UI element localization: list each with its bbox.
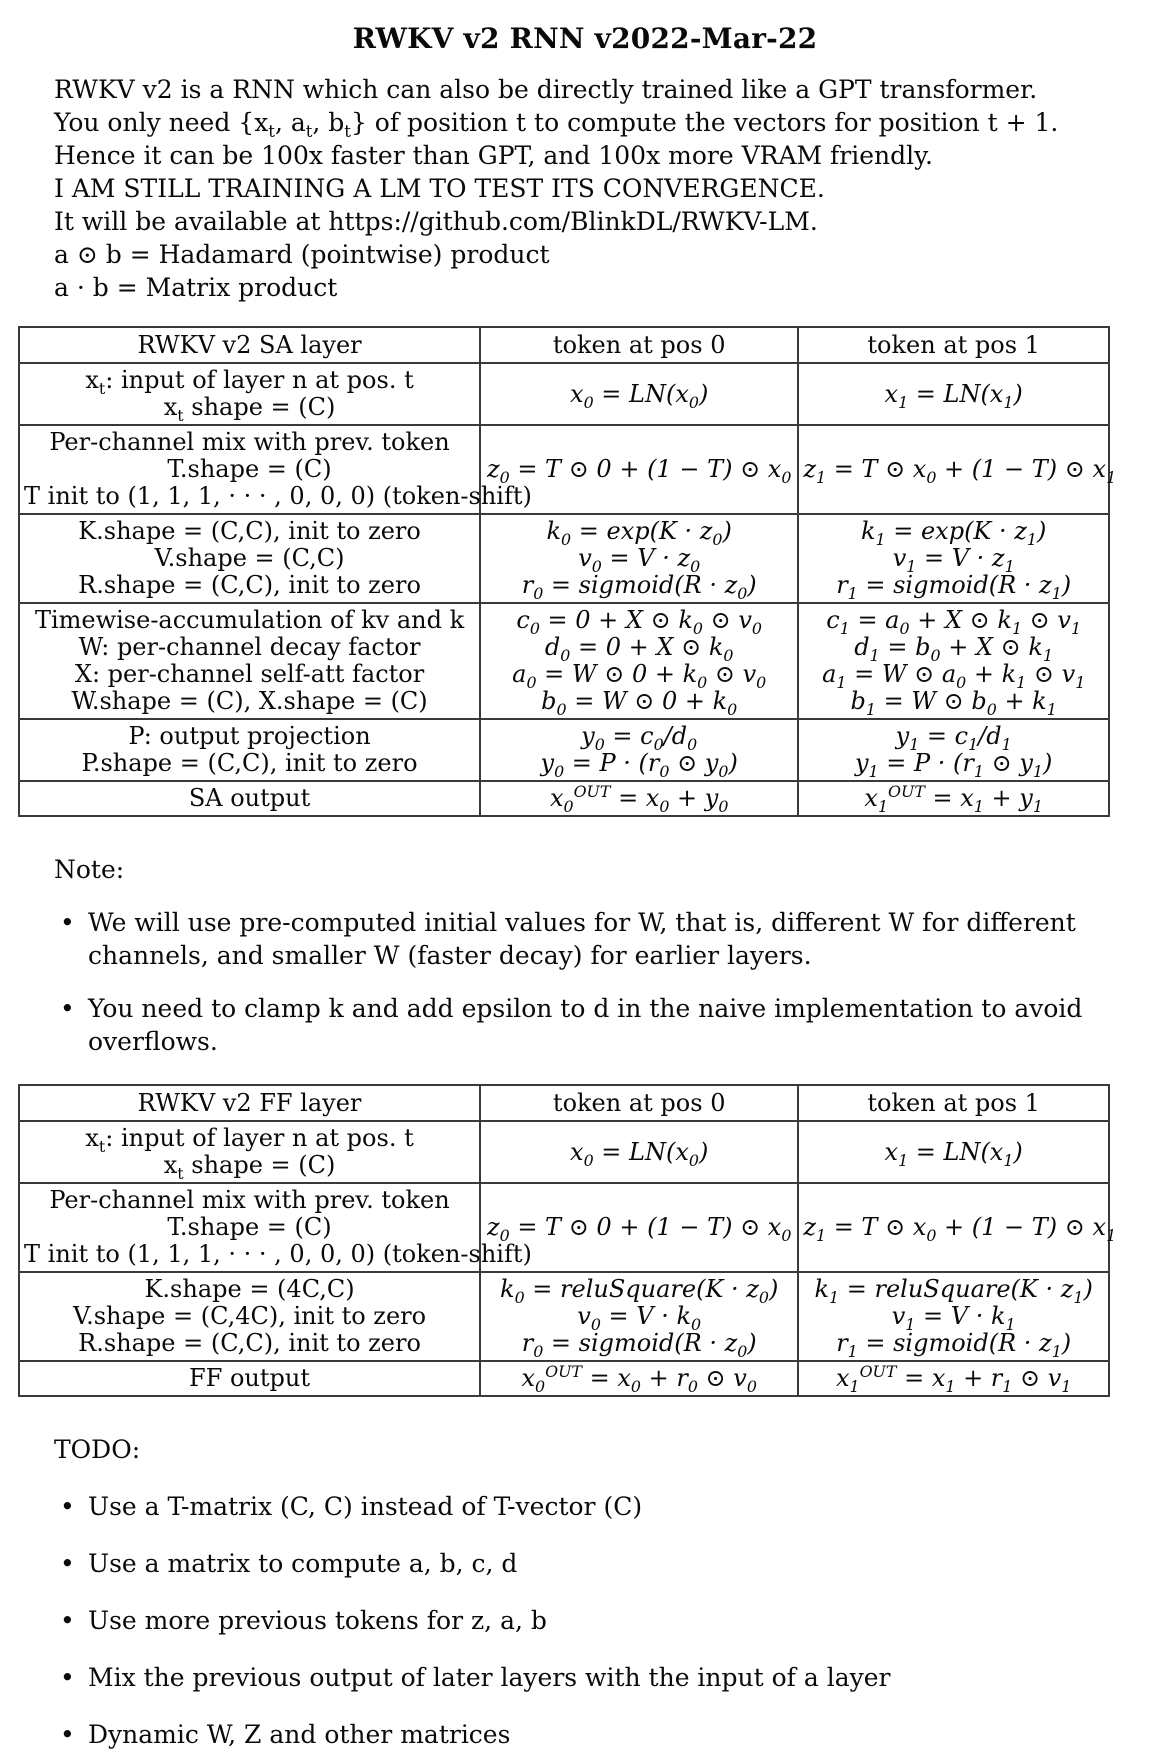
table-row [19, 363, 1109, 425]
table-cell [798, 363, 1109, 425]
ff-layer-table [18, 1084, 1117, 1397]
todo-bullet-list [60, 1490, 1116, 1751]
equation-line: $k_0 = \exp(K \cdot z_0)$ [546, 517, 732, 549]
table-header-row [19, 327, 1109, 363]
equation-line: $r_1$ = sigmoid(R · $z_1$) [836, 571, 1072, 603]
table-cell [798, 1121, 1109, 1183]
column-header: RWKV v2 SA layer [19, 327, 480, 363]
cell-line: $x_t$ shape = (C) [163, 393, 336, 425]
page-title: RWKV v2 RNN v2022-Mar-22 [352, 22, 818, 55]
cell-line: T.shape = (C) [167, 455, 332, 483]
equation-line: $x_0 = LN(x_0)$ [570, 1137, 709, 1170]
cell-line: Per-channel mix with prev. token [49, 428, 450, 456]
bullet-text: Use more previous tokens for z, a, b [88, 1606, 547, 1635]
table-cell [480, 781, 798, 816]
list-item [60, 1547, 1116, 1580]
equation-line: $d_1 = b_0 + X$ ⊙ $k_1$ [854, 633, 1054, 665]
bullet-icon: • [60, 1606, 75, 1635]
bullet-text: You need to clamp k and add epsilon to d in the naive implementation to avoid overflows. [88, 994, 1083, 1056]
equation-line: $b_1 = W$ ⊙ $b_0 + k_1$ [850, 687, 1057, 719]
table-row [19, 514, 1109, 603]
column-header: token at pos 0 [480, 1085, 798, 1121]
table-row [19, 425, 1109, 514]
bullet-icon: • [60, 994, 75, 1023]
equation-line: $v_1 = V \cdot k_1$ [891, 1302, 1016, 1334]
bullet-text: Use a T-matrix (C, C) instead of T-vector (C) [88, 1492, 643, 1521]
equation-line: $y_0 = c_0/d_0$ [581, 722, 698, 754]
bullet-text: We will use pre-computed initial values for W, that is, different W for different channels, and smaller W (faster decay) for earlier layers. [88, 908, 1076, 970]
bullet-icon: • [60, 1720, 75, 1749]
equation-line: $r_1$ = sigmoid(R · $z_1$) [836, 1329, 1072, 1361]
cell-line: R.shape = (C,C), init to zero [78, 571, 421, 599]
cell-line: K.shape = (4C,C) [144, 1275, 355, 1303]
table-cell [19, 1183, 532, 1272]
table-row [19, 1183, 1109, 1272]
table-cell [19, 425, 532, 514]
equation-line: $y_1 = c_1/d_1$ [895, 722, 1012, 754]
column-header: RWKV v2 FF layer [19, 1085, 480, 1121]
bullet-text: Dynamic W, Z and other matrices [88, 1720, 511, 1749]
equation-line: $z_1 = T$ ⊙ $x_0 + (1 - T)$ ⊙ $x_1$ [803, 455, 1117, 487]
column-header: token at pos 0 [480, 327, 798, 363]
cell-line: V.shape = (C,C) [154, 544, 345, 572]
cell-line: T init to (1, 1, 1, · · · , 0, 0, 0) (token-shift) [24, 482, 532, 510]
table-row [19, 781, 1109, 816]
column-header: token at pos 1 [798, 327, 1109, 363]
list-item [60, 1718, 1116, 1751]
equation-line: $k_1 = \exp(K \cdot z_1)$ [860, 517, 1047, 549]
list-item [60, 1490, 1116, 1523]
intro-line: You only need {$x_t$, $a_t$, $b_t$} of position t to compute the vectors for position t + 1. [54, 108, 1059, 141]
equation-line: $c_0 = 0 + X$ ⊙ $k_0$ ⊙ $v_0$ [516, 606, 762, 638]
cell-line: X: per-channel self-att factor [74, 660, 425, 688]
equation-line: $z_1 = T$ ⊙ $x_0 + (1 - T)$ ⊙ $x_1$ [803, 1213, 1117, 1245]
bullet-icon: • [60, 1663, 75, 1692]
table-cell [19, 1121, 480, 1183]
note-label: Note: [54, 855, 125, 884]
intro-line: a · b = Matrix product [54, 273, 338, 302]
equation-line: $k_0$ = reluSquare(K · $z_0$) [500, 1275, 779, 1307]
table-cell [480, 1272, 798, 1361]
equation-line: $x_1^{OUT} = x_1 + y_1$ [864, 782, 1043, 816]
equation-line: $z_0 = T$ ⊙ 0 + (1 − T) ⊙ $x_0$ [486, 455, 792, 487]
table-cell [798, 514, 1109, 603]
table-cell [798, 1361, 1109, 1396]
bullet-text: Use a matrix to compute a, b, c, d [88, 1549, 518, 1578]
equation-line: $x_1 = LN(x_1)$ [884, 379, 1023, 412]
table-cell [19, 781, 480, 816]
table-cell [19, 1361, 480, 1396]
equation-line: $a_1 = W$ ⊙ $a_0 + k_1$ ⊙ $v_1$ [822, 660, 1086, 692]
intro-line: It will be available at https://github.com/BlinkDL/RWKV-LM. [54, 207, 818, 236]
cell-line: Timewise-accumulation of kv and k [34, 606, 465, 634]
equation-line: $d_0 = 0 + X$ ⊙ $k_0$ [544, 633, 734, 665]
bullet-icon: • [60, 908, 75, 937]
table-row [19, 1361, 1109, 1396]
table-header-row [19, 1085, 1109, 1121]
table-cell [480, 514, 798, 603]
list-item [60, 992, 1116, 1058]
equation-line: $z_0 = T$ ⊙ 0 + (1 − T) ⊙ $x_0$ [486, 1213, 792, 1245]
table-cell [798, 719, 1109, 781]
cell-line: T.shape = (C) [167, 1213, 332, 1241]
todo-label: TODO: [54, 1435, 141, 1464]
cell-line: $x_t$ shape = (C) [163, 1151, 336, 1183]
equation-line: $c_1 = a_0 + X$ ⊙ $k_1$ ⊙ $v_1$ [826, 606, 1082, 638]
bullet-icon: • [60, 1549, 75, 1578]
table-cell [19, 363, 480, 425]
equation-line: $v_0 = V \cdot z_0$ [578, 544, 701, 576]
cell-line: $x_t$: input of layer n at pos. t [85, 366, 414, 398]
table-cell [798, 603, 1109, 719]
list-item [60, 906, 1116, 972]
equation-line: $r_0$ = sigmoid(R · $z_0$) [521, 571, 757, 603]
sa-layer-table [18, 326, 1117, 817]
intro-line: Hence it can be 100x faster than GPT, and 100x more VRAM friendly. [54, 141, 933, 170]
cell-line: Per-channel mix with prev. token [49, 1186, 450, 1214]
equation-line: $v_1 = V \cdot z_1$ [892, 544, 1015, 576]
equation-line: $x_1^{OUT} = x_1 + r_1$ ⊙ $v_1$ [835, 1362, 1072, 1396]
equation-line: $y_1 = P \cdot (r_1$ ⊙ $y_1$) [854, 749, 1053, 781]
table-cell [798, 1272, 1109, 1361]
intro-line: I AM STILL TRAINING A LM TO TEST ITS CONVERGENCE. [54, 174, 825, 203]
equation-line: $x_1 = LN(x_1)$ [884, 1137, 1023, 1170]
table-cell [19, 1272, 480, 1361]
cell-line: T init to (1, 1, 1, · · · , 0, 0, 0) (token-shift) [24, 1240, 532, 1268]
note-bullet-list [60, 906, 1116, 1058]
equation-line: $a_0 = W$ ⊙ $0 + k_0$ ⊙ $v_0$ [512, 660, 767, 692]
equation-line: $k_1$ = reluSquare(K · $z_1$) [814, 1275, 1093, 1307]
table-cell [798, 425, 1117, 514]
equation-line: $y_0 = P \cdot (r_0$ ⊙ $y_0$) [540, 749, 738, 781]
table-cell [798, 1183, 1117, 1272]
table-row [19, 1121, 1109, 1183]
intro-paragraph [54, 73, 1170, 304]
table-row [19, 603, 1109, 719]
cell-line: W.shape = (C), X.shape = (C) [71, 687, 428, 715]
equation-line: $x_0 = LN(x_0)$ [570, 379, 709, 412]
list-item [60, 1661, 1116, 1694]
equation-line: $x_0^{OUT} = x_0 + r_0$ ⊙ $v_0$ [521, 1362, 757, 1396]
table-row [19, 719, 1109, 781]
cell-line: W: per-channel decay factor [78, 633, 421, 661]
table-cell [798, 781, 1109, 816]
table-cell [19, 514, 480, 603]
table-row [19, 1272, 1109, 1361]
table-cell [480, 363, 798, 425]
equation-line: $v_0 = V \cdot k_0$ [577, 1302, 702, 1334]
table-cell [19, 719, 480, 781]
equation-line: $b_0 = W$ ⊙ $0 + k_0$ [541, 687, 738, 719]
bullet-icon: • [60, 1492, 75, 1521]
table-cell [480, 1121, 798, 1183]
cell-line: $x_t$: input of layer n at pos. t [85, 1124, 414, 1156]
column-header: token at pos 1 [798, 1085, 1109, 1121]
cell-line: K.shape = (C,C), init to zero [78, 517, 421, 545]
intro-line: a ⊙ b = Hadamard (pointwise) product [54, 240, 550, 269]
table-cell [480, 603, 798, 719]
cell-line: P: output projection [128, 722, 371, 750]
cell-line: R.shape = (C,C), init to zero [78, 1329, 421, 1357]
equation-line: $x_0^{OUT} = x_0 + y_0$ [549, 782, 729, 816]
table-cell [19, 603, 480, 719]
table-cell [480, 719, 798, 781]
cell-line: FF output [189, 1364, 310, 1392]
table-cell [480, 1361, 798, 1396]
equation-line: $r_0$ = sigmoid(R · $z_0$) [521, 1329, 757, 1361]
cell-line: P.shape = (C,C), init to zero [81, 749, 418, 777]
cell-line: SA output [188, 784, 311, 812]
bullet-text: Mix the previous output of later layers with the input of a layer [88, 1663, 891, 1692]
list-item [60, 1604, 1116, 1637]
intro-line: RWKV v2 is a RNN which can also be directly trained like a GPT transformer. [54, 75, 1038, 104]
cell-line: V.shape = (C,4C), init to zero [72, 1302, 427, 1330]
